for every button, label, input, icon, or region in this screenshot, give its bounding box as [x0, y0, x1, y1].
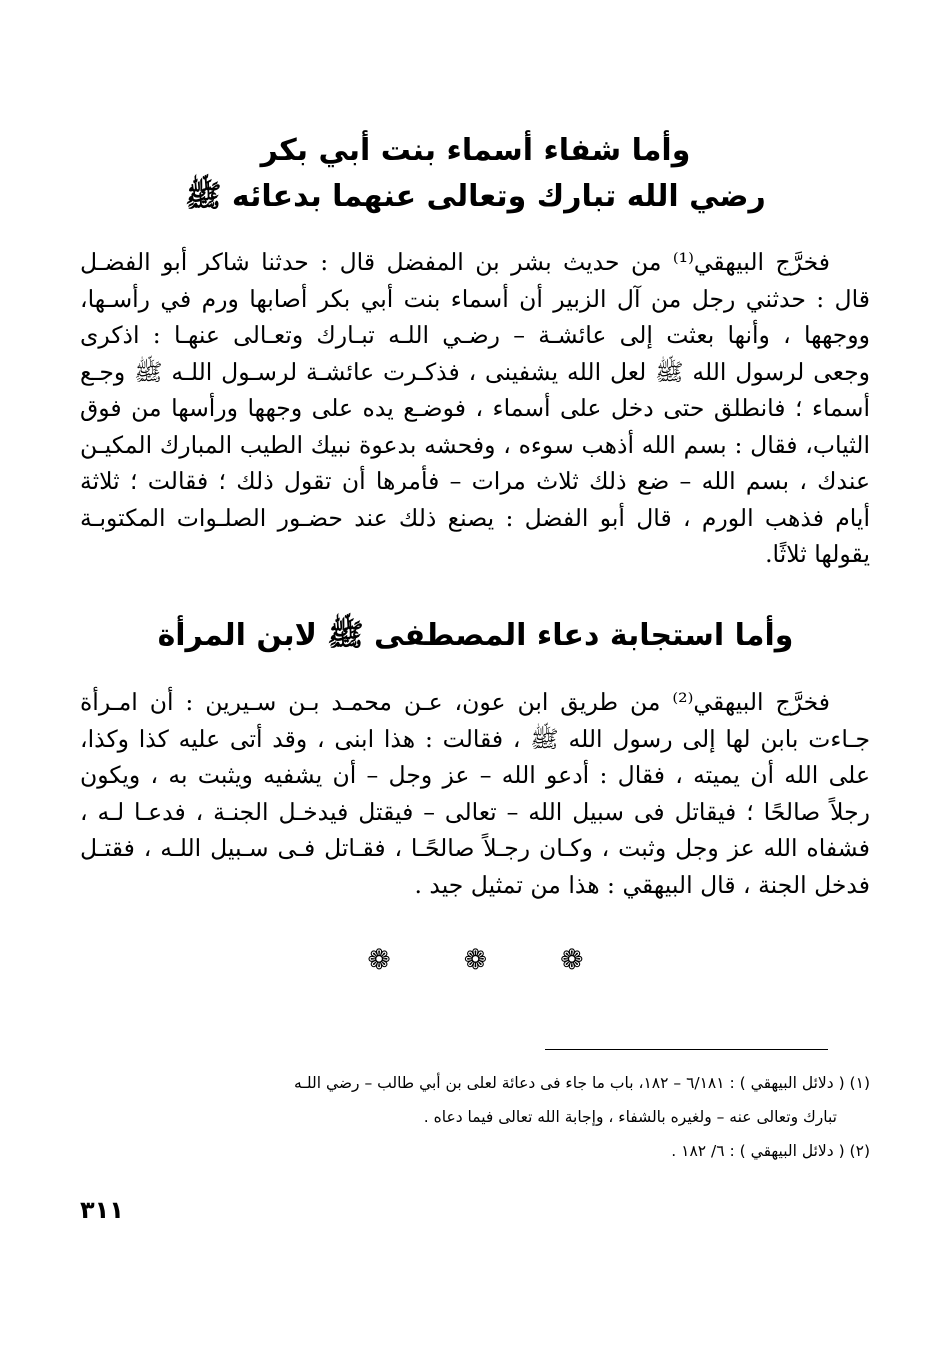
paragraph-1-line: فخرَّج البيهقي⁽¹⁾ من حديث بشر بن المفضل قال : حدثنا شاكر أبو الفضـل: [80, 248, 830, 276]
footnote-1: (١) ( دلائل البيهقي ) : ٦/١٨١ – ١٨٢، باب ما جاء فى دعائة لعلى بن أبي طالب – رضي اللـه: [294, 1074, 870, 1092]
paragraph-2-line: على الله أن يميته ، فقال : أدعو الله – عز وجل – أن يشفيه ويثبت به ، ويكون: [80, 761, 870, 789]
paragraph-2: [80, 684, 870, 903]
paragraph-2-line: فدخل الجنة ، قال البيهقي : هذا من تمثيل جيد .: [414, 870, 870, 899]
paragraph-2-line: جـاءت بابن لها إلى رسول الله ﷺ ، فقالت : هذا ابنى ، وقد أتى عليه كذا وكذا،: [80, 724, 870, 753]
paragraph-2-line: فشفاه الله عز وجل وثبت ، وكـان رجـلاً صالحًـا ، فقـاتل فـى سـبيل اللـه ، فقتـل: [80, 834, 870, 862]
paragraph-1: [80, 244, 870, 573]
section-heading-1-line-2: رضي الله تبارك وتعالى عنهما بدعائه ﷺ: [185, 179, 766, 214]
section-heading-2: وأما استجابة دعاء المصطفى ﷺ لابن المرأة: [157, 618, 794, 653]
paragraph-1-line: وجعى لرسول الله ﷺ لعل الله يشفينى ، فذكـرت عائشـة لرسـول اللـه ﷺ وجـع: [80, 357, 870, 386]
paragraph-1-line: قال : حدثني رجل من آل الزبير أن أسماء بنت أبي بكر أصابها ورم في رأسـها،: [80, 284, 870, 313]
footnote-separator: [545, 1049, 828, 1050]
footnotes: [80, 1066, 870, 1168]
paragraph-1-line: أيام فذهب الورم ، قال أبو الفضل : يصنع ذلك عند حضـور الصلـوات المكتوبـة: [80, 503, 870, 532]
paragraph-1-line: ووجهها ، وأنها بعثت إلى عائشـة – رضـي اللـه تبـارك وتعـالى عنهـا : اذكرى: [80, 321, 870, 349]
page-number: ٣١١: [80, 1196, 124, 1224]
paragraph-1-line: عندك ، بسم الله – ضع ذلك ثلاث مرات – فأمرها أن تقول ذلك ؛ فقالت ؛ ثلاثة: [80, 467, 870, 495]
paragraph-2-line: رجلاً صالحًا ؛ فيقاتل فى سبيل الله – تعالى – فيقتل فيدخـل الجنـة ، فدعـا لـه ،: [80, 797, 870, 826]
paragraph-1-line: الثياب، فقال : بسم الله أذهب سوءه ، وفحشه بدعوة نبيك الطيب المبارك المكيـن: [80, 430, 870, 459]
footnote-2: (٢) ( دلائل البيهقي ) : ٦/ ١٨٢ .: [671, 1142, 870, 1160]
footnote-1-continuation: تبارك وتعالى عنه – ولغيره بالشفاء ، وإجابة الله تعالى فيما دعاه .: [423, 1108, 837, 1126]
flower-ornament-icon: ❁: [367, 943, 391, 976]
section-heading-1-line-1: وأما شفاء أسماء بنت أبي بكر: [260, 133, 691, 168]
paragraph-1-line: يقولها ثلاثًا.: [765, 540, 870, 568]
section-divider-ornaments: [0, 943, 951, 976]
paragraph-2-line: فخرَّج البيهقي⁽²⁾ من طريق ابن عون، عـن محمـد بـن سـيرين : أن امـرأة: [80, 688, 830, 716]
flower-ornament-icon: ❁: [560, 943, 584, 976]
flower-ornament-icon: ❁: [463, 943, 488, 976]
paragraph-1-line: أسماء ؛ فانطلق حتى دخل على أسماء ، فوضـع يده على وجهها ورأسها من فوق: [80, 394, 870, 422]
